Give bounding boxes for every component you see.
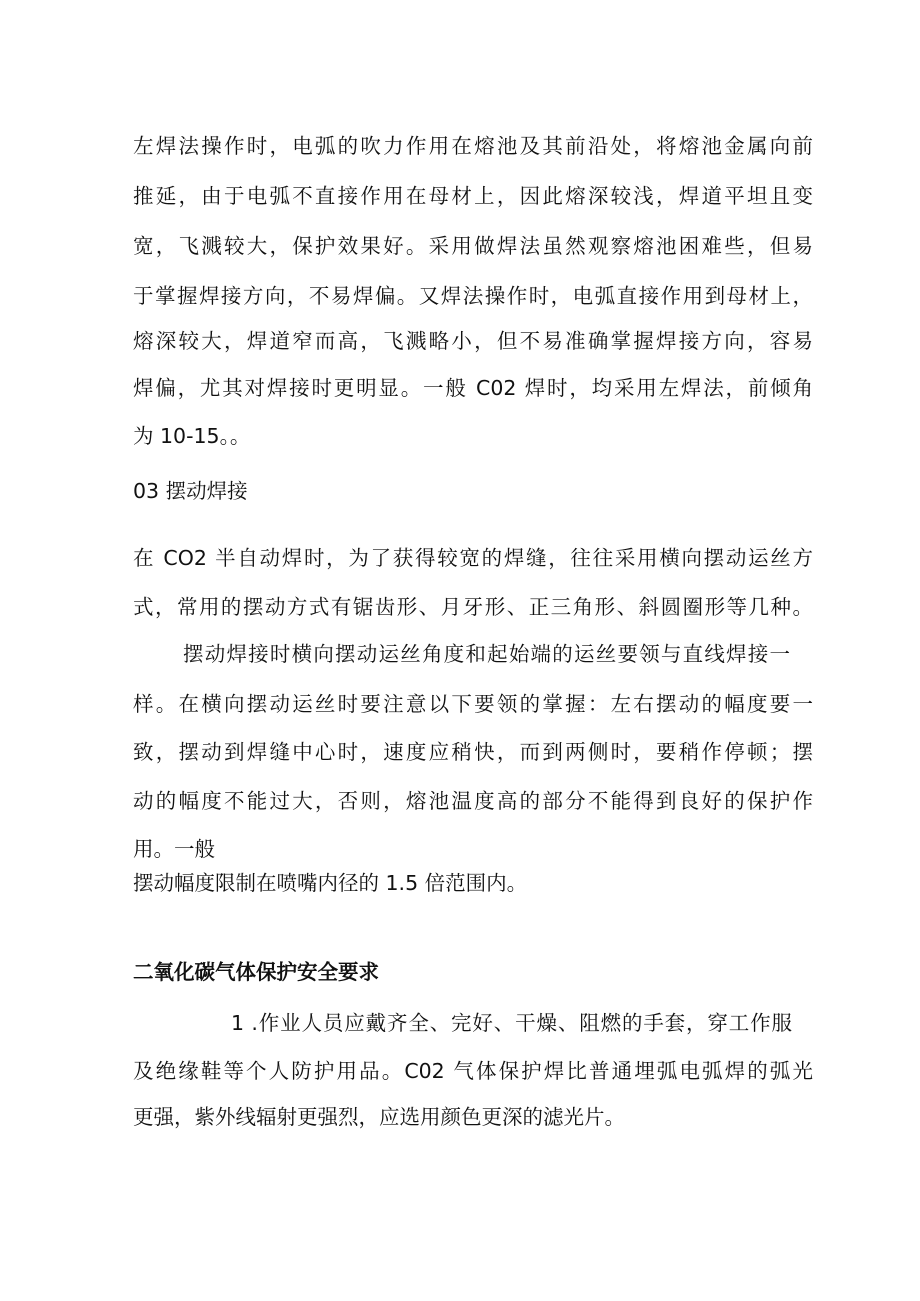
paragraph-1-line-2: 推延，由于电弧不直接作用在母材上，因此熔深较浅，焊道平坦且变: [133, 184, 813, 208]
paragraph-4-line-1: 1 .作业人员应戴齐全、完好、干燥、阻燃的手套，穿工作服: [231, 1011, 792, 1035]
section-title: 03 摆动焊接: [133, 479, 248, 503]
paragraph-1-line-4: 于掌握焊接方向，不易焊偏。又焊法操作时，电弧直接作用到母材上，: [133, 284, 813, 308]
paragraph-4-line-3: 更强，紫外线辐射更强烈，应选用颜色更深的滤光片。: [133, 1105, 625, 1129]
paragraph-3-line-5: 用。一般: [133, 837, 215, 861]
paragraph-1-line-5: 熔深较大，焊道窄而高，飞溅略小，但不易准确掌握焊接方向，容易: [133, 329, 813, 353]
safety-heading: 二氧化碳气体保护安全要求: [133, 960, 379, 984]
paragraph-3-line-6: 摆动幅度限制在喷嘴内径的 1.5 倍范围内。: [133, 871, 528, 895]
paragraph-4-line-2: 及绝缘鞋等个人防护用品。C02 气体保护焊比普通埋弧电弧焊的弧光: [133, 1059, 813, 1083]
paragraph-3-line-4: 动的幅度不能过大，否则，熔池温度高的部分不能得到良好的保护作: [133, 789, 813, 813]
paragraph-2-line-1: 在 CO2 半自动焊时，为了获得较宽的焊缝，往往采用横向摆动运丝方: [133, 546, 813, 570]
paragraph-3-line-1: 摆动焊接时横向摆动运丝角度和起始端的运丝要领与直线焊接一: [183, 642, 790, 666]
paragraph-1-line-3: 宽，飞溅较大，保护效果好。采用做焊法虽然观察熔池困难些，但易: [133, 234, 813, 258]
paragraph-1-line-6: 焊偏，尤其对焊接时更明显。一般 C02 焊时，均采用左焊法，前倾角: [133, 376, 813, 400]
paragraph-3-line-3: 致，摆动到焊缝中心时，速度应稍快，而到两侧时，要稍作停顿；摆: [133, 740, 813, 764]
paragraph-1-line-7: 为 10-15。。: [133, 424, 251, 448]
paragraph-2-line-2: 式，常用的摆动方式有锯齿形、月牙形、正三角形、斜圆圈形等几种。: [133, 595, 813, 619]
paragraph-1-line-1: 左焊法操作时，电弧的吹力作用在熔池及其前沿处，将熔池金属向前: [133, 134, 813, 158]
paragraph-3-line-2: 样。在横向摆动运丝时要注意以下要领的掌握：左右摆动的幅度要一: [133, 692, 813, 716]
